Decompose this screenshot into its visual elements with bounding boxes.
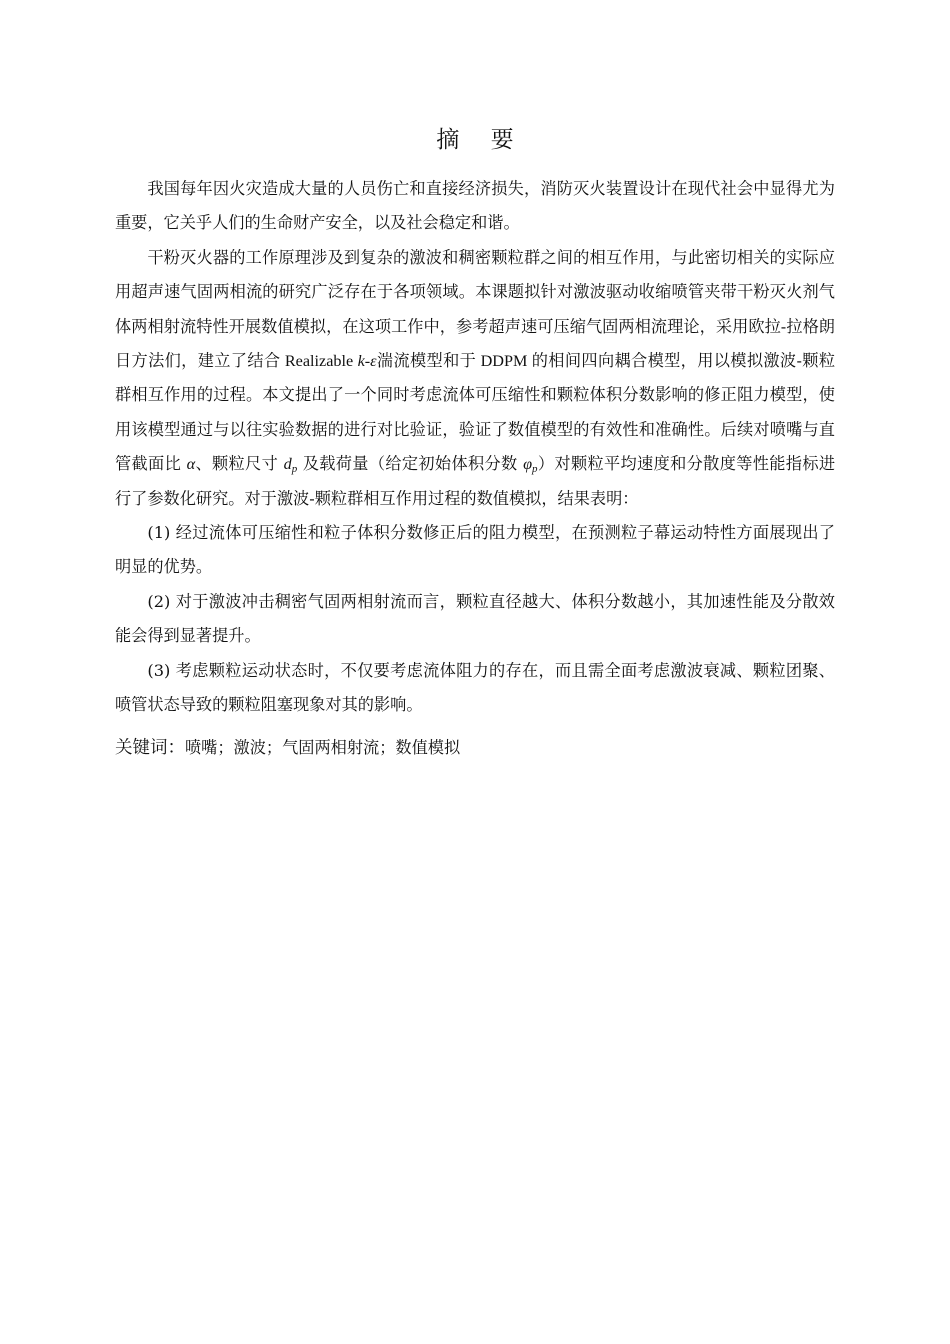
keywords-line [115,731,835,765]
text-segment: 及载荷量（给定初始体积分数 [302,454,518,474]
model-name-ddpm: DDPM [476,352,532,371]
paragraph-result-1: (1) 经过流体可压缩性和粒子体积分数修正后的阻力模型，在预测粒子幕运动特性方面展现出了明显的优势。 [115,523,835,577]
keywords-value: 喷嘴；激波；气固两相射流；数值模拟 [185,737,461,757]
text-segment: ）对颗粒平均速度和分散度等性能指标进行了参数化研究。对于激波-颗粒群相互作用过程的数值模拟，结果表明： [115,454,836,508]
text-segment: 的相间四向耦合模型，用以模拟激波-颗粒群相互作用的过程。本文提出了一个同时考虑流体可压缩性和颗粒体积分数影响的修正阻力模型，使用该模型通过与以往实验数据的进行对比验证，验证了数值模型的有效性和准确性。后续对喷嘴与直管截面比 [115,351,836,474]
symbol-phi-subscript: p [532,463,538,476]
symbol-dash: - [364,352,371,371]
page-title: 摘 要 [436,127,526,153]
symbol-phi: φ [523,455,533,474]
symbol-epsilon: ε [370,352,377,371]
paragraph-result-2: (2) 对于激波冲击稠密气固两相射流而言，颗粒直径越大、体积分数越小，其加速性能及分散效能会得到显著提升。 [115,591,835,646]
symbol-k: k [357,352,365,371]
symbol-dp-subscript: p [291,463,298,476]
paragraph-method [115,241,835,516]
symbol-alpha: α [186,455,196,474]
model-name-realizable: Realizable [280,352,358,371]
paragraph-result-3: (3) 考虑颗粒运动状态时，不仅要考虑流体阻力的存在，而且需全面考虑激波衰减、颗粒团聚、喷管状态导致的颗粒阻塞现象对其的影响。 [115,660,835,715]
text-segment: 湍流模型和于 [376,351,477,371]
keywords-label: 关键词： [115,737,185,758]
symbol-dp: d [283,455,292,474]
text-segment: 干粉灭火器的工作原理涉及到复杂的激波和稠密颗粒群之间的相互作用，与此密切相关的实际应用超声速气固两相流的研究广泛存在于各项领域。本课题拟针对激波驱动收缩喷管夹带干粉灭火剂气体两相射流特性开展数值模拟，在这项工作中，参考超声速可压缩气固两相流理论，采用欧拉-拉格朗日方法们，建立了结合 [115,247,835,371]
text-segment: 、颗粒尺寸 [195,454,279,474]
paragraph-intro: 我国每年因火灾造成大量的人员伤亡和直接经济损失，消防灭火装置设计在现代社会中显得尤为重要，它关乎人们的生命财产安全，以及社会稳定和谐。 [115,179,835,233]
